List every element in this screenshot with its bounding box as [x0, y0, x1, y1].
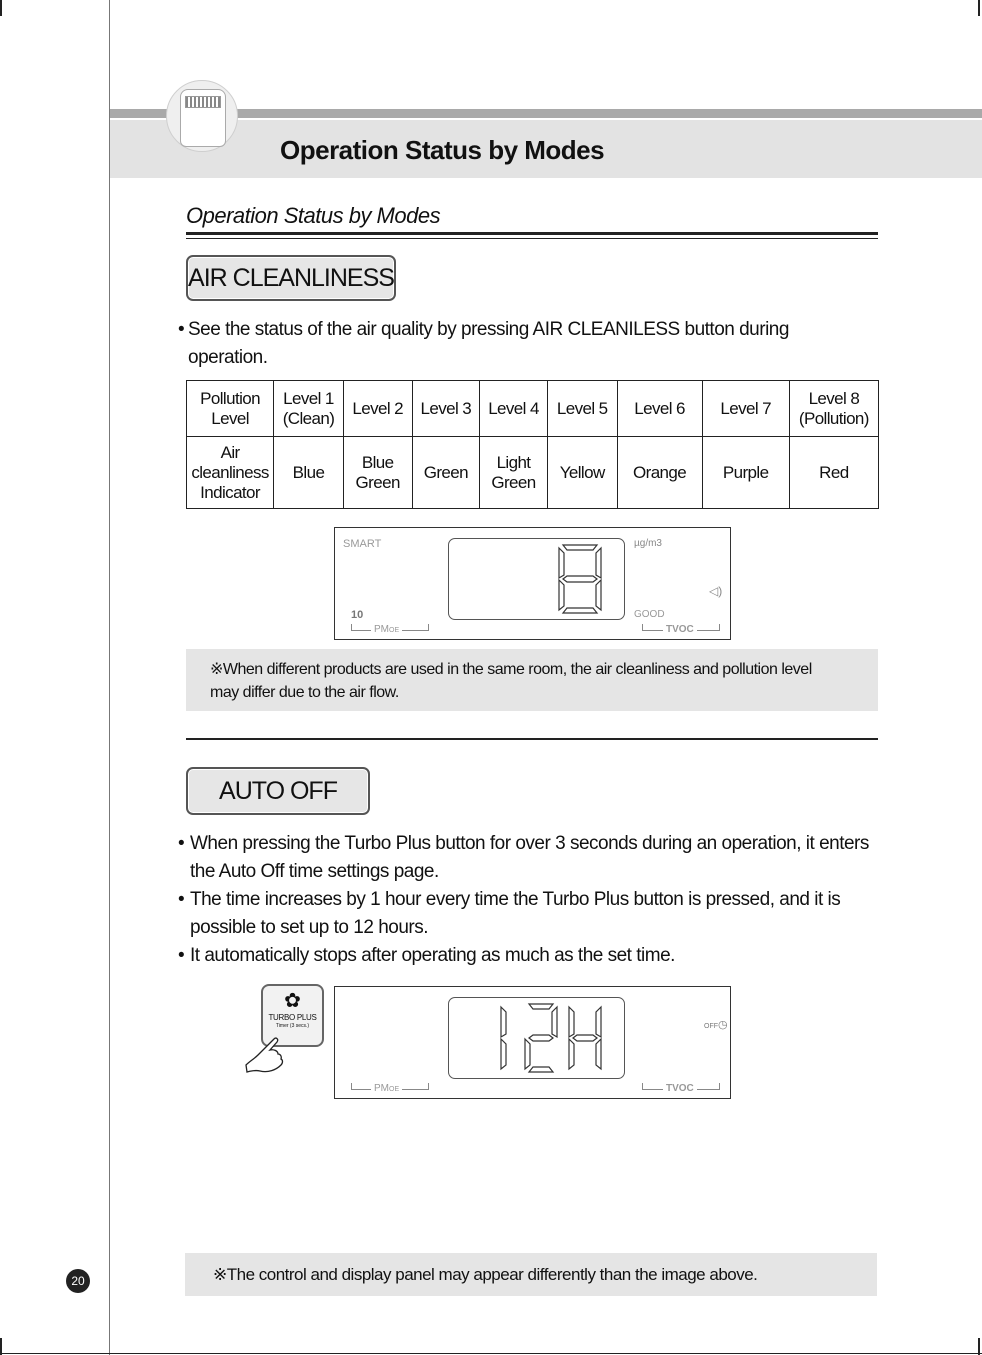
table-header-cell: Pollution Level [187, 381, 274, 437]
digit-eight [555, 542, 605, 616]
section-rule-thin [186, 238, 878, 239]
table-cell: Level 7 [702, 381, 789, 437]
list-item: • When pressing the Turbo Plus button for over 3 seconds during an operation, it enters the Auto Off time settings page. [178, 833, 869, 882]
tvoc-label: TVOC [663, 1083, 697, 1094]
crop-mark [0, 0, 2, 16]
page-title: Operation Status by Modes [280, 135, 605, 165]
table-cell: Level 6 [617, 381, 702, 437]
bottom-note-text: ※The control and display panel may appear differently than the image above. [213, 1265, 758, 1284]
header-band-top [110, 109, 982, 118]
air-cleanliness-label: AIR CLEANLINESS [186, 255, 396, 301]
section-title: Operation Status by Modes [186, 203, 441, 228]
table-cell: Level 3 [412, 381, 480, 437]
crop-mark [0, 1338, 2, 1355]
table-cell: Level 5 [547, 381, 617, 437]
auto-off-bullets [178, 830, 890, 970]
crop-mark [978, 0, 980, 16]
page-bottom-rule [0, 1353, 982, 1354]
table-cell: Green [412, 437, 480, 509]
note-box [186, 649, 878, 711]
unit-label: µg/m3 [634, 538, 662, 549]
table-row [187, 437, 879, 509]
table-row [187, 381, 879, 437]
table-cell: Level 2 [343, 381, 412, 437]
pm-value: 10 [351, 609, 364, 621]
list-item: • The time increases by 1 hour every time the Turbo Plus button is pressed, and it is possible to set up to 12 hours. [178, 889, 841, 938]
list-item: • It automatically stops after operating as much as the set time. [178, 945, 675, 966]
fan-icon: ✿ [284, 990, 301, 1012]
table-header-cell: Air cleanliness Indicator [187, 437, 274, 509]
pm-label: PMOE [371, 624, 402, 635]
pm-label: PMOE [371, 1083, 402, 1094]
table-cell: Level 1 (Clean) [274, 381, 344, 437]
page-number: 20 [66, 1269, 90, 1293]
margin-line [109, 0, 110, 1355]
table-cell: Purple [702, 437, 789, 509]
air-purifier-icon [166, 80, 238, 152]
bottom-note-box [185, 1253, 877, 1296]
table-cell: Yellow [547, 437, 617, 509]
table-cell: Blue [274, 437, 344, 509]
table-cell: Level 8 (Pollution) [789, 381, 878, 437]
auto-off-icon: OFF◷ [704, 1019, 728, 1031]
smart-label: SMART [343, 538, 382, 550]
good-label: GOOD [634, 609, 665, 620]
digits-12h [491, 1001, 611, 1075]
table-cell: Orange [617, 437, 702, 509]
pollution-level-table [186, 380, 879, 509]
section-divider [186, 738, 878, 740]
table-cell: Light Green [480, 437, 548, 509]
display-panel [334, 986, 731, 1099]
table-cell: Blue Green [343, 437, 412, 509]
pointing-hand-icon [244, 1035, 288, 1080]
auto-off-label: AUTO OFF [186, 767, 370, 815]
section-rule [186, 232, 878, 235]
table-cell: Level 4 [480, 381, 548, 437]
turbo-plus-label: TURBO PLUS [268, 1013, 317, 1022]
tvoc-label: TVOC [663, 624, 697, 635]
crop-mark [978, 1338, 980, 1355]
table-cell: Red [789, 437, 878, 509]
note-text: ※When different products are used in the same room, the air cleanliness and pollution level may differ due to the air flow. [210, 661, 812, 701]
display-panel [334, 527, 731, 640]
timer-label: Timer (3 secs.) [275, 1023, 310, 1029]
air-cleanliness-bullet: • See the status of the air quality by pressing AIR CLEANILESS button during operation. [178, 319, 789, 368]
speaker-icon: ◁) [709, 584, 723, 598]
